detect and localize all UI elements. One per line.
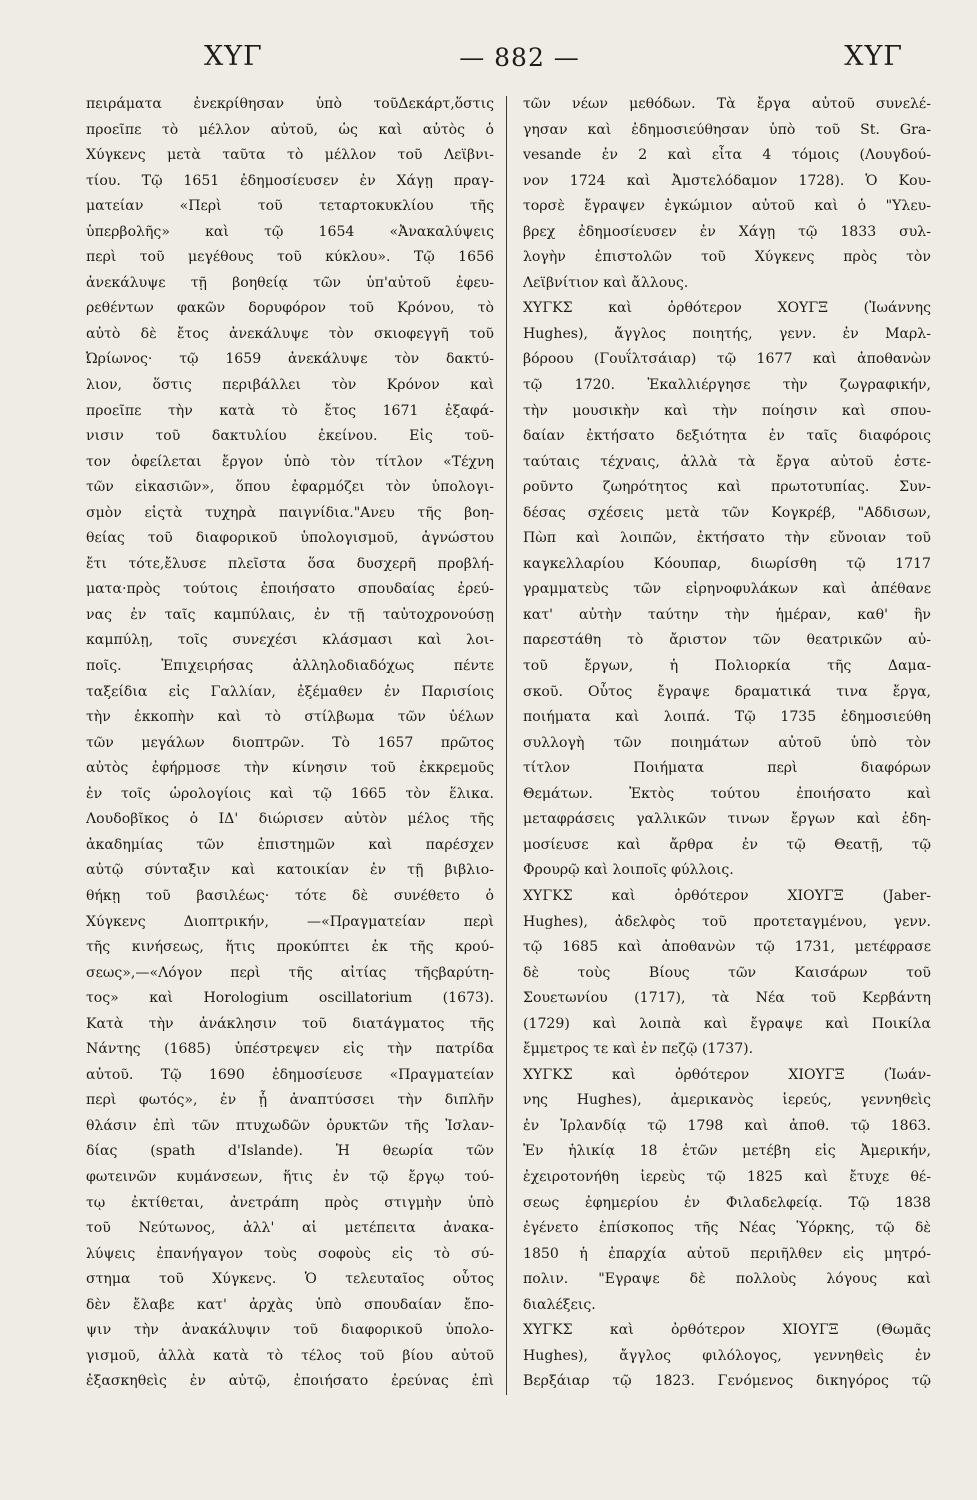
text-line: παρεστάθη τὸ ἄριστον τῶν θεατρικῶν αὐ- (523, 632, 931, 649)
text-line: δὲν ἔλαβε κατ' ἀρχὰς ὑπὸ σπουδαίαν ἔπο- (86, 1296, 494, 1313)
text-line: ἐγένετο ἐπίσκοπος τῆς Νέας Ὑόρκης, τῷ δὲ (523, 1220, 931, 1237)
text-line: ἐν Ἰρλανδίᾳ τῷ 1798 καὶ ἀποθ. τῷ 1863. (523, 1117, 931, 1134)
page-header (86, 30, 953, 72)
text-line: Χύγκενς Διοπτρικήν, —«Πραγματείαν περὶ (86, 913, 494, 930)
text-line: τῆς κινήσεως, ἥτις προκύπτει ἐκ τῆς κρού- (86, 939, 494, 956)
text-line: προεῖπε τὸ μέλλον αὐτοῦ, ὡς καὶ αὐτὸς ὁ (86, 121, 494, 138)
text-line: Ἐν ἡλικίᾳ 18 ἐτῶν μετέβη εἰς Ἀμερικήν, (523, 1143, 931, 1160)
text-line: στημα τοῦ Χύγκενς. Ὁ τελευταῖος οὗτος (86, 1271, 494, 1288)
text-line: σεως»,—«Λόγον περὶ τῆς αἰτίας τῆςβαρύτη- (86, 964, 494, 981)
text-line: ὑπερβολῆς» καὶ τῷ 1654 «Ἀνακαλύψεις (86, 223, 494, 240)
text-line: δέσας σχέσεις μετὰ τῶν Κογκρέβ, "Αδδισων, (523, 504, 931, 521)
text-line: γησαν καὶ ἐδημοσιεύθησαν ὑπὸ τοῦ St. Gra- (523, 121, 931, 138)
text-line: Νάντης (1685) ὑπέστρεψεν εἰς τὴν πατρίδα (86, 1041, 494, 1058)
text-line: κατ' αὐτὴν ταύτην τὴν ἡμέραν, καθ' ἣν (523, 606, 931, 623)
text-line: Ὠρίωνος· τῷ 1659 ἀνεκάλυψε τὸν δακτύ- (86, 351, 494, 368)
text-line: τίου. Τῷ 1651 ἐδημοσίευσεν ἐν Χάγῃ πραγ- (86, 172, 494, 189)
text-line: πολιν. "Εγραψε δὲ πολλοὺς λόγους καὶ (523, 1271, 931, 1288)
text-line: περὶ τοῦ μεγέθους τοῦ κύκλου». Τῷ 1656 (86, 249, 494, 266)
text-line: δαίαν ἐκτήσατο δεξιότητα ἐν ταῖς διαφόροις (523, 428, 931, 445)
text-line: Hughes), ἄγγλος φιλόλογος, γεννηθεὶς ἐν (523, 1347, 931, 1364)
text-line: τορσὲ ἔγραψεν ἐγκώμιον αὐτοῦ καὶ ὁ "Υλευ- (523, 198, 931, 215)
text-line: γραμματεὺς τῶν εἰρηνοφυλάκων καὶ ἀπέθανε (523, 581, 931, 598)
text-line: Φρουρῷ καὶ λοιποῖς φύλλοις. (523, 862, 734, 879)
text-line: θλάσιν ἐπὶ τῶν πτυχωδῶν ὀρυκτῶν τῆς Ἰσλαν- (86, 1117, 494, 1134)
text-line: λιον, ὅστις περιβάλλει τὸν Κρόνον καὶ (86, 377, 494, 394)
text-line: δὲ τοὺς Βίους τῶν Καισάρων τοῦ (523, 964, 931, 981)
text-line: ρεθέντων φακῶν δορυφόρον τοῦ Κρόνου, τὸ (86, 300, 494, 317)
text-line: Κατὰ τὴν ἀνάκλησιν τοῦ διατάγματος τῆς (86, 1015, 494, 1032)
text-line: Θεμάτων. Ἐκτὸς τούτου ἐποιήσατο καὶ (523, 785, 931, 802)
text-line: Βερξάιαρ τῷ 1823. Γενόμενος δικηγόρος τῷ (523, 1373, 931, 1390)
text-line: σκοῦ. Οὗτος ἔγραψε δραματικά τινα ἔργα, (523, 683, 931, 700)
text-line: ψιν τὴν ἀνακάλυψιν τοῦ διαφορικοῦ ὑπολο- (86, 1322, 494, 1339)
right-running-headword: ΧΥΓ (844, 41, 903, 72)
text-line: ΧΥΓΚΣ καὶ ὀρθότερον ΧΟΥΓΞ (Ἰωάννης (523, 300, 931, 317)
text-line: Πὼπ καὶ λοιπῶν, ἐκτήσατο τὴν εὔνοιαν τοῦ (523, 530, 931, 547)
text-columns (86, 92, 953, 1395)
text-line: τῶν εἰκασιῶν», ὅπου ἐφαρμόζει τὸν ὑπολογι- (86, 479, 494, 496)
text-line: (1729) καὶ λοιπὰ καὶ ἔγραψε καὶ Ποικίλα (523, 1015, 931, 1032)
text-line: αὐτοῦ. Τῷ 1690 ἐδημοσίευσε «Πραγματείαν (86, 1066, 494, 1083)
text-line: vesande ἐν 2 καὶ εἶτα 4 τόμοις (Λουγδού- (523, 147, 931, 164)
page-number: — 882 — (459, 43, 580, 72)
text-line: θήκῃ τοῦ βασιλέως· τότε δὲ συνέθετο ὁ (86, 887, 494, 904)
text-line: ἀνεκάλυψε τῇ βοηθείᾳ τῶν ὑπ'αὐτοῦ ἐφευ- (86, 274, 494, 291)
text-line: ἔμμετρος τε καὶ ἐν πεζῷ (1737). (523, 1041, 754, 1058)
text-line: τῶν μεγάλων διοπτρῶν. Τὸ 1657 πρῶτος (86, 734, 494, 751)
text-line: τῳ ἐκτίθεται, ἀνετράπη πρὸς στιγμὴν ὑπὸ (86, 1194, 494, 1211)
text-line: δίας (spath d'Islande). Ἡ θεωρία τῶν (86, 1143, 494, 1160)
text-line: συλλογὴ τῶν ποιημάτων αὐτοῦ ὑπὸ τὸν (523, 734, 931, 751)
text-line: αὐτὸς ἐφήρμοσε τὴν κίνησιν τοῦ ἐκκρεμοῦς (86, 760, 494, 777)
text-line: ἔτι τότε,ἔλυσε πλεῖστα ὅσα δυσχερῆ προβλή- (86, 555, 494, 572)
text-line: τῷ 1720. Ἐκαλλιέργησε τὴν ζωγραφικήν, (523, 377, 931, 394)
text-line: ΧΥΓΚΣ καὶ ὀρθότερον ΧΙΟΥΓΞ (Θωμᾶς (523, 1322, 931, 1339)
text-line: ταξείδια εἰς Γαλλίαν, ἐξέμαθεν ἐν Παρισίοις (86, 683, 494, 700)
text-line: τον ὀφείλεται ἔργον ὑπὸ τὸν τίτλον «Τέχνη (86, 453, 494, 470)
text-line: Hughes), ἀδελφὸς τοῦ προτεταγμένου, γενν. (523, 913, 931, 930)
text-line: φωτεινῶν κυμάνσεων, ἥτις ἐν τῷ ἔργῳ τού- (86, 1168, 494, 1185)
text-line: θείας τοῦ διαφορικοῦ ὑπολογισμοῦ, ἀγνώστου (86, 530, 494, 547)
text-line: τίτλον Ποιήματα περὶ διαφόρων (523, 760, 931, 777)
left-running-headword: ΧΥΓ (204, 41, 263, 72)
right-column (507, 92, 931, 1395)
text-line: καγκελλαρίου Κόουπαρ, διωρίσθη τῷ 1717 (523, 555, 931, 572)
text-line: Λουδοβῖκος ὁ ΙΔ' διώρισεν αὐτὸν μέλος τῆς (86, 811, 494, 828)
text-line: Λεϊβνίτιον καὶ ἄλλους. (523, 274, 689, 291)
text-line: αὐτὸ δὲ ἔτος ἀνεκάλυψε τὸν σκιοφεγγῆ τοῦ (86, 325, 494, 342)
text-line: σεως ἐφημερίου ἐν Φιλαδελφείᾳ. Τῷ 1838 (523, 1194, 931, 1211)
text-line: λύψεις ἐπανήγαγον τοὺς σοφοὺς εἰς τὸ σύ- (86, 1245, 494, 1262)
text-line: τῷ 1685 καὶ ἀποθανὼν τῷ 1731, μετέφρασε (523, 939, 931, 956)
text-line: προεῖπε τὴν κατὰ τὸ ἔτος 1671 ἐξαφά- (86, 402, 494, 419)
text-line: ποῖς. Ἐπιχειρήσας ἀλληλοδιαδόχως πέντε (86, 658, 494, 675)
text-line: ποιήματα καὶ λοιπά. Τῷ 1735 ἐδημοσιεύθη (523, 709, 931, 726)
text-line: τοῦ Νεύτωνος, ἀλλ' αἱ μετέπειτα ἀνακα- (86, 1220, 494, 1237)
text-line: Χύγκενς μετὰ ταῦτα τὸ μέλλον τοῦ Λεϊβνι- (86, 147, 494, 164)
text-line: βρεχ ἐδημοσίευσεν ἐν Χάγῃ τῷ 1833 συλ- (523, 223, 931, 240)
text-line: σμὸν εἰςτὰ τυχηρὰ παιγνίδια."Ανευ τῆς βοη- (86, 504, 494, 521)
text-line: ἐξασκηθεὶς ἐν αὐτῷ, ἐποιήσατο ἐρεύνας ἐπὶ (86, 1373, 494, 1390)
text-line: τος» καὶ Horologium oscillatorium (1673). (86, 990, 494, 1007)
text-line: ἐν τοῖς ὡρολογίοις καὶ τῷ 1665 τὸν ἕλικα. (86, 785, 494, 802)
text-line: βόροου (Γουΐλτσάιαρ) τῷ 1677 καὶ ἀποθανὼν (523, 351, 931, 368)
text-line: ἐχειροτονήθη ἱερεὺς τῷ 1825 καὶ ἔτυχε θέ- (523, 1168, 931, 1185)
text-line: τοῦ ἔργων, ἡ Πολιορκία τῆς Δαμα- (523, 658, 931, 675)
text-line: τῶν νέων μεθόδων. Τὰ ἔργα αὐτοῦ συνελέ- (523, 96, 931, 112)
text-line: διαλέξεις. (523, 1296, 596, 1313)
text-line: Σουετωνίου (1717), τὰ Νέα τοῦ Κερβάντη (523, 990, 931, 1007)
text-line: ταύταις τέχναις, ἀλλὰ τὰ ἔργα αὐτοῦ ἐστε- (523, 453, 931, 470)
text-line: καμπύλῃ, τοῖς συνεχέσι κλάσμασι καὶ λοι- (86, 632, 494, 649)
text-line: λογὴν ἐπιστολῶν τοῦ Χύγκενς πρὸς τὸν (523, 249, 931, 266)
text-line: αὐτῷ σύνταξιν καὶ κατοικίαν ἐν τῇ βιβλιο- (86, 862, 494, 879)
text-line: νον 1724 καὶ Ἀμστελόδαμον 1728). Ὁ Κου- (523, 172, 931, 189)
text-line: ΧΥΓΚΣ καὶ ὀρθότερον ΧΙΟΥΓΞ (Jaber- (523, 887, 931, 904)
text-line: μεταφράσεις γαλλικῶν τινων ἔργων καὶ ἐδη- (523, 811, 931, 828)
text-line: ροῦντο ζωηρότητος καὶ πρωτοτυπίας. Συν- (523, 479, 931, 496)
text-line: νης Hughes), ἀμερικανὸς ἱερεύς, γεννηθεὶς (523, 1092, 931, 1109)
text-line: μοσίευσε καὶ ἄρθρα ἐν τῷ Θεατῇ, τῷ (523, 836, 931, 853)
text-line: γισμοῦ, ἀλλὰ κατὰ τὸ τέλος τοῦ βίου αὐτοῦ (86, 1347, 494, 1364)
text-line: τὴν μουσικὴν καὶ τὴν ποίησιν καὶ σπου- (523, 402, 931, 419)
text-line: περὶ φωτός», ἐν ᾗ ἀναπτύσσει τὴν διπλῆν (86, 1092, 494, 1109)
text-line: ἀκαδημίας τῶν ἐπιστημῶν καὶ παρέσχεν (86, 836, 494, 853)
text-line: νισιν τοῦ δακτυλίου ἐκείνου. Εἰς τοῦ- (86, 428, 494, 445)
text-line: ματείαν «Περὶ τοῦ τεταρτοκυκλίου τῆς (86, 198, 494, 215)
text-line: τὴν ἐκκοπὴν καὶ τὸ στίλβωμα τῶν ὑέλων (86, 709, 494, 726)
text-line: ΧΥΓΚΣ καὶ ὀρθότερον ΧΙΟΥΓΞ (Ἰωάν- (523, 1066, 931, 1083)
text-line: πειράματα ἐνεκρίθησαν ὑπὸ τοῦΔεκάρτ,ὅστις (86, 96, 494, 112)
text-line: 1850 ἡ ἐπαρχία αὐτοῦ περιῆλθεν εἰς μητρό- (523, 1245, 931, 1262)
text-line: ματα·πρὸς τούτοις ἐποιήσατο σπουδαίας ἐρεύ- (86, 581, 494, 598)
text-line: Hughes), ἄγγλος ποιητής, γενν. ἐν Μαρλ- (523, 325, 931, 342)
text-line: νας ἐν ταῖς καμπύλαις, ἐν τῇ ταὐτοχρονούσῃ (86, 606, 494, 623)
left-column (86, 92, 506, 1395)
